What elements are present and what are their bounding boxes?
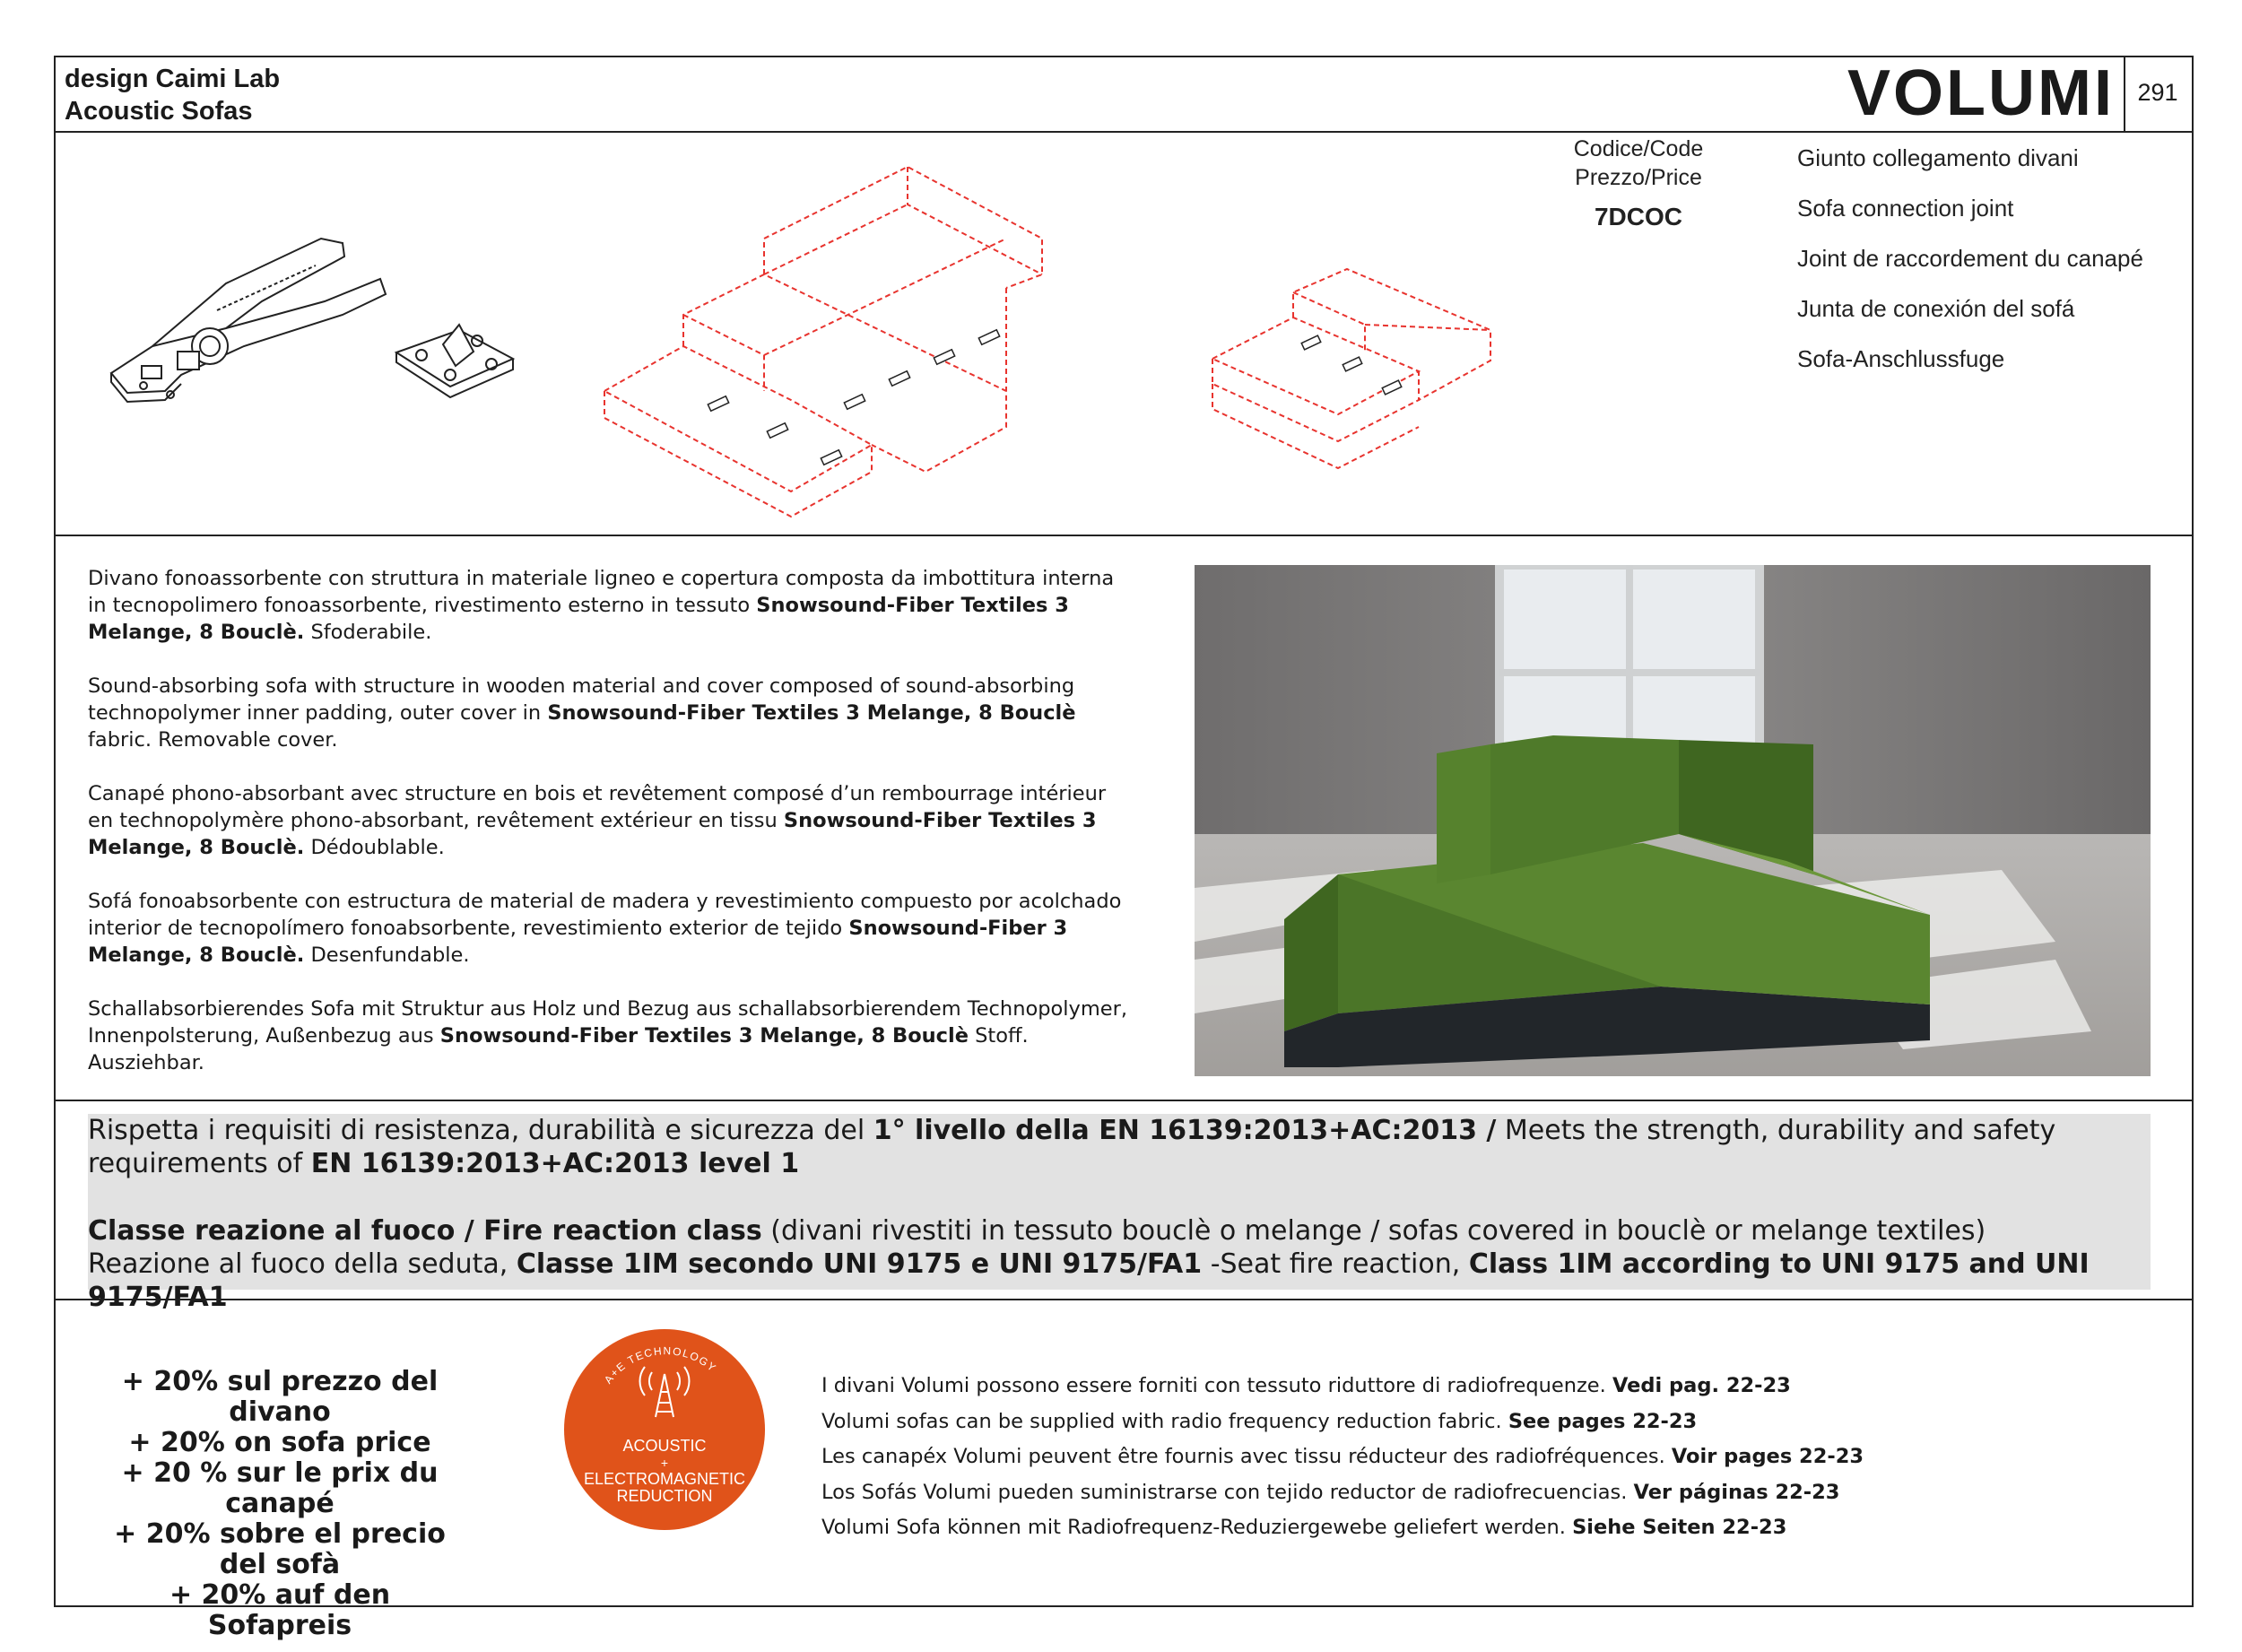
divider [56, 1299, 2192, 1300]
surcharge-es: + 20% sobre el precio del sofà [114, 1518, 446, 1580]
product-code: 7DCOC [1594, 203, 1682, 230]
technical-drawings [56, 131, 1580, 535]
ae-technology-badge [562, 1327, 767, 1532]
code-label: Codice/Code [1573, 136, 1704, 161]
catalog-sheet [54, 56, 2194, 1641]
description-es: Sofá fonoabsorbente con estructura de material de madera y revestimiento compuesto por acolchado interior de tecnopolímero fonoabsorbente, revestimiento exterior de tejido Snowsound-Fiber 3 Melange, 8 Bouclè. Desenfundable. [88, 890, 1122, 967]
surcharge-de: + 20% auf den Sofapreis [169, 1579, 391, 1641]
surcharge-it: + 20% sul prezzo del divano [121, 1366, 439, 1428]
description-fr: Canapé phono-absorbant avec structure en bois et revêtement composé d’un rembourrage intérieur en technopolymère phono-absorbant, revêtement extérieur en tissu Snowsound-Fiber Textiles 3 Melange, 8 Bouclè. Dédoublable. [88, 782, 1107, 859]
page-number-box [2124, 57, 2192, 131]
divider [56, 535, 2192, 536]
fire-reaction-class: Classe reazione al fuoco / Fire reaction class (divani rivestiti in tessuto bouclè o melange / sofas covered in bouclè or melange textiles) [88, 1215, 1986, 1247]
header-brand [65, 63, 280, 127]
description-de: Schallabsorbierendes Sofa mit Struktur aus Holz und Bezug aus schallabsorbierendem Technopolymer, Innenpolsterung, Außenbezug aus Snowsound-Fiber Textiles 3 Melange, 8 Bouclè Stoff. Ausziehbar. [88, 997, 1127, 1074]
volumi-logo: VOLUMI [1847, 57, 2115, 129]
sofa-joints-large [708, 330, 999, 465]
product-name-es: Junta de conexión del sofá [1797, 295, 2075, 322]
surcharge-block [109, 1367, 450, 1641]
surcharge-fr: + 20 % sur le prix du canapé [121, 1457, 439, 1519]
sofa-photo [1195, 565, 2151, 1076]
rf-note-fr: Les canapéx Volumi peuvent être fournis avec tissu réducteur des radiofréquences. Voir pages 22-23 [821, 1445, 1864, 1468]
joint-part-drawing [111, 239, 386, 402]
surcharge-en: + 20% on sofa price [128, 1427, 431, 1458]
page-number: 291 [2137, 79, 2178, 106]
description-block [88, 565, 1137, 1103]
rf-note-es: Los Sofás Volumi pueden suministrarse con tejido reductor de radiofrecuencias. Ver páginas 22-23 [821, 1480, 1840, 1504]
description-en: Sound-absorbing sofa with structure in wooden material and cover composed of sound-absorbing technopolymer inner padding, outer cover in Snowsound-Fiber Textiles 3 Melange, 8 Bouclè fabric. Removable cover. [88, 674, 1076, 752]
requirements-band [88, 1114, 2151, 1313]
rf-note-de: Volumi Sofa können mit Radiofrequenz-Reduziergewebe geliefert werden. Siehe Seiten 22-23 [821, 1516, 1787, 1539]
square-part-drawing [396, 325, 513, 397]
product-name-it: Giunto collegamento divani [1797, 144, 2079, 171]
seat-fire-reaction: Reazione al fuoco della seduta, Classe 1IM secondo UNI 9175 e UNI 9175/FA1 -Seat fire reaction, Class 1IM according to UNI 9175 and UNI 9175/FA1 [88, 1248, 2090, 1313]
description-it: Divano fonoassorbente con struttura in materiale ligneo e copertura composta da imbottitura interna in tecnopolimero fonoassorbente, rivestimento esterno in tessuto Snowsound-Fiber Textiles 3 Melange, 8 Bouclè. Sfoderabile. [88, 567, 1115, 644]
badge-line-4: REDUCTION [616, 1487, 713, 1505]
product-name-de: Sofa-Anschlussfuge [1797, 345, 2005, 372]
designer-label: design Caimi Lab [65, 65, 281, 93]
strength-requirement: Rispetta i requisiti di resistenza, durabilità e sicurezza del 1° livello della EN 16139:2013+AC:2013 / Meets the strength, durability and safety requirements of EN 16139:2013+AC:2013 level 1 [88, 1115, 2056, 1179]
rf-note-it: I divani Volumi possono essere forniti con tessuto riduttore di radiofrequenze. Vedi pag. 22-23 [821, 1374, 1791, 1397]
category-label: Acoustic Sofas [65, 97, 253, 126]
badge-line-2: + [660, 1456, 669, 1470]
price-label: Prezzo/Price [1575, 165, 1702, 190]
product-name-en: Sofa connection joint [1797, 195, 2014, 222]
code-block [1562, 135, 1715, 231]
badge-line-1: ACOUSTIC [622, 1437, 707, 1455]
product-names [1797, 140, 2143, 391]
rf-note-en: Volumi sofas can be supplied with radio frequency reduction fabric. See pages 22-23 [821, 1409, 1698, 1433]
badge-arc-text: A+E TECHNOLOGY [601, 1344, 719, 1387]
product-name-fr: Joint de raccordement du canapé [1797, 245, 2143, 272]
divider [56, 1100, 2192, 1101]
badge-line-3: ELECTROMAGNETIC [583, 1470, 746, 1488]
rf-notes [821, 1369, 1898, 1546]
sofa-joints-small [1301, 335, 1402, 395]
